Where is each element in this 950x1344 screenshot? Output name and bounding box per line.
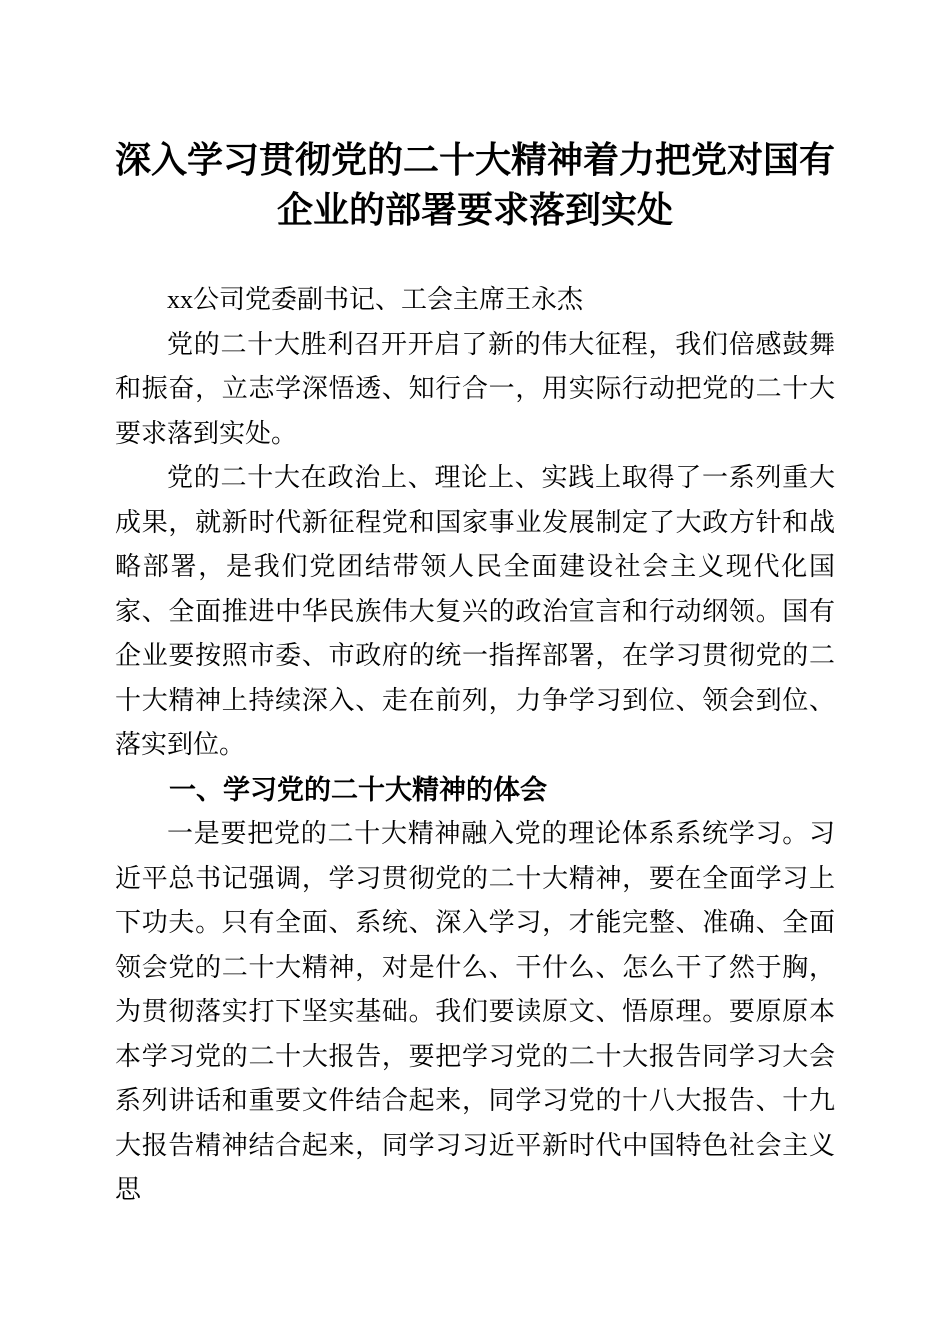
document-body	[115, 278, 835, 1213]
author-byline: xx公司党委副书记、工会主席王永杰	[167, 285, 584, 314]
paragraph-intro: 党的二十大胜利召开开启了新的伟大征程，我们倍感鼓舞和振奋，立志学深悟透、知行合一，用实际行动把党的二十大要求落到实处。	[115, 329, 835, 448]
section-heading-1: 一、学习党的二十大精神的体会	[169, 774, 547, 805]
paragraph-overview: 党的二十大在政治上、理论上、实践上取得了一系列重大成果，就新时代新征程党和国家事业发展制定了大政方针和战略部署，是我们党团结带领人民全面建设社会主义现代化国家、全面推进中华民族伟大复兴的政治宣言和行动纲领。国有企业要按照市委、市政府的统一指挥部署，在学习贯彻党的二十大精神上持续深入、走在前列，力争学习到位、领会到位、落实到位。	[115, 463, 835, 759]
paragraph-section1-body: 一是要把党的二十大精神融入党的理论体系系统学习。习近平总书记强调，学习贯彻党的二十大精神，要在全面学习上下功夫。只有全面、系统、深入学习，才能完整、准确、全面领会党的二十大精神，对是什么、干什么、怎么干了然于胸，为贯彻落实打下坚实基础。我们要读原文、悟原理。要原原本本学习党的二十大报告，要把学习党的二十大报告同学习大会系列讲话和重要文件结合起来，同学习党的十八大报告、十九大报告精神结合起来，同学习习近平新时代中国特色社会主义思	[115, 819, 835, 1204]
document-title: 深入学习贯彻党的二十大精神着力把党对国有企业的部署要求落到实处	[114, 140, 835, 230]
